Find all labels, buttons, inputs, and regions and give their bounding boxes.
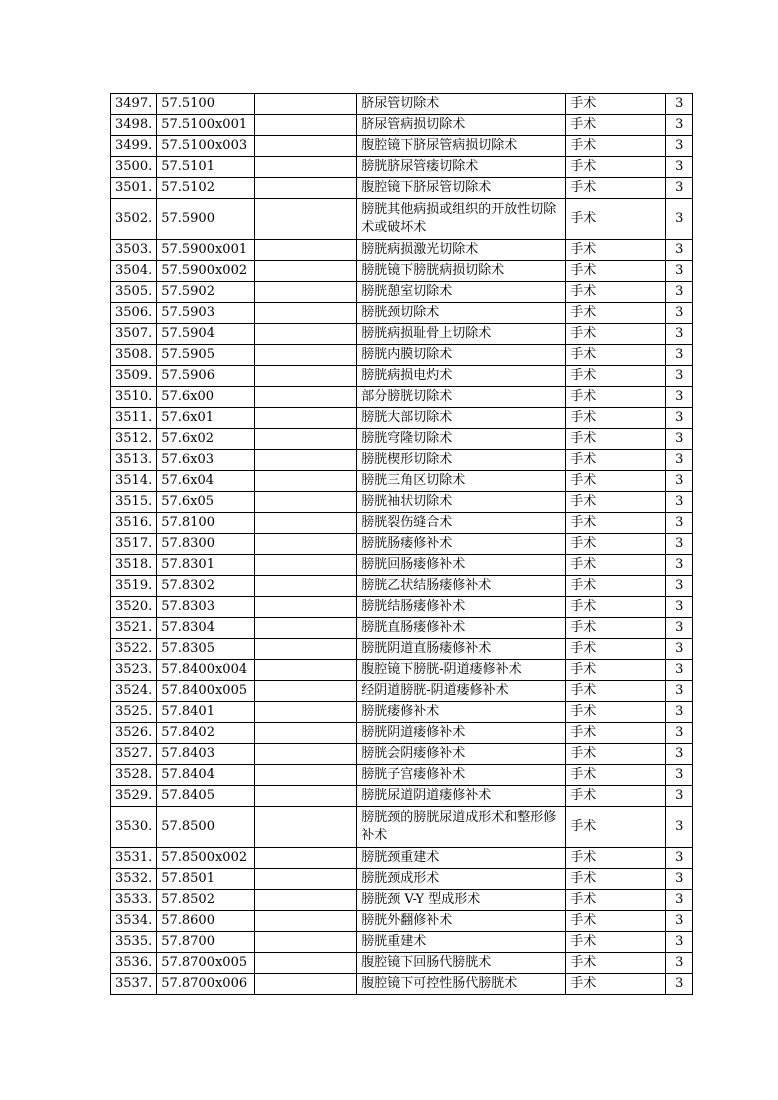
- extra-code: [255, 911, 357, 932]
- row-number: 3522.: [111, 639, 157, 660]
- procedure-name: 膀胱病损耻骨上切除术: [357, 324, 566, 345]
- row-number: 3508.: [111, 345, 157, 366]
- row-number: 3519.: [111, 576, 157, 597]
- procedure-type: 手术: [566, 240, 666, 261]
- procedure-name: 膀胱憩室切除术: [357, 282, 566, 303]
- procedure-type: 手术: [566, 199, 666, 240]
- procedure-type: 手术: [566, 534, 666, 555]
- extra-code: [255, 303, 357, 324]
- procedure-level: 3: [666, 869, 693, 890]
- procedure-code: 57.5102: [157, 178, 255, 199]
- row-number: 3504.: [111, 261, 157, 282]
- row-number: 3531.: [111, 848, 157, 869]
- procedure-table: [110, 93, 693, 995]
- row-number: 3518.: [111, 555, 157, 576]
- procedure-code: 57.5101: [157, 157, 255, 178]
- procedure-type: 手术: [566, 555, 666, 576]
- procedure-level: 3: [666, 597, 693, 618]
- procedure-level: 3: [666, 890, 693, 911]
- procedure-level: 3: [666, 702, 693, 723]
- procedure-level: 3: [666, 765, 693, 786]
- table-row: [111, 848, 693, 869]
- table-row: [111, 534, 693, 555]
- extra-code: [255, 136, 357, 157]
- row-number: 3533.: [111, 890, 157, 911]
- table-row: [111, 240, 693, 261]
- procedure-level: 3: [666, 157, 693, 178]
- table-row: [111, 911, 693, 932]
- procedure-code: 57.8301: [157, 555, 255, 576]
- table-row: [111, 869, 693, 890]
- row-number: 3507.: [111, 324, 157, 345]
- extra-code: [255, 848, 357, 869]
- extra-code: [255, 597, 357, 618]
- row-number: 3527.: [111, 744, 157, 765]
- procedure-name: 脐尿管切除术: [357, 94, 566, 115]
- extra-code: [255, 345, 357, 366]
- row-number: 3516.: [111, 513, 157, 534]
- procedure-type: 手术: [566, 261, 666, 282]
- procedure-code: 57.8502: [157, 890, 255, 911]
- procedure-level: 3: [666, 387, 693, 408]
- procedure-name: 膀胱大部切除术: [357, 408, 566, 429]
- row-number: 3534.: [111, 911, 157, 932]
- procedure-code: 57.6x03: [157, 450, 255, 471]
- procedure-level: 3: [666, 324, 693, 345]
- procedure-type: 手术: [566, 576, 666, 597]
- table-row: [111, 681, 693, 702]
- procedure-level: 3: [666, 282, 693, 303]
- procedure-type: 手术: [566, 869, 666, 890]
- row-number: 3529.: [111, 786, 157, 807]
- extra-code: [255, 387, 357, 408]
- table-row: [111, 723, 693, 744]
- extra-code: [255, 953, 357, 974]
- procedure-name: 膀胱其他病损或组织的开放性切除术或破坏术: [357, 199, 566, 240]
- row-number: 3510.: [111, 387, 157, 408]
- procedure-level: 3: [666, 534, 693, 555]
- procedure-type: 手术: [566, 513, 666, 534]
- extra-code: [255, 324, 357, 345]
- procedure-name: 膀胱病损激光切除术: [357, 240, 566, 261]
- procedure-code: 57.8700x006: [157, 974, 255, 995]
- procedure-code: 57.5900x001: [157, 240, 255, 261]
- row-number: 3503.: [111, 240, 157, 261]
- row-number: 3535.: [111, 932, 157, 953]
- procedure-type: 手术: [566, 178, 666, 199]
- extra-code: [255, 492, 357, 513]
- table-row: [111, 157, 693, 178]
- row-number: 3536.: [111, 953, 157, 974]
- table-row: [111, 807, 693, 848]
- procedure-type: 手术: [566, 848, 666, 869]
- extra-code: [255, 765, 357, 786]
- procedure-code: 57.5902: [157, 282, 255, 303]
- procedure-level: 3: [666, 807, 693, 848]
- extra-code: [255, 618, 357, 639]
- procedure-type: 手术: [566, 765, 666, 786]
- procedure-type: 手术: [566, 303, 666, 324]
- table-row: [111, 261, 693, 282]
- procedure-name: 腹腔镜下膀胱-阴道瘘修补术: [357, 660, 566, 681]
- row-number: 3523.: [111, 660, 157, 681]
- extra-code: [255, 681, 357, 702]
- table-row: [111, 282, 693, 303]
- extra-code: [255, 639, 357, 660]
- procedure-code: 57.8500x002: [157, 848, 255, 869]
- row-number: 3498.: [111, 115, 157, 136]
- procedure-level: 3: [666, 199, 693, 240]
- procedure-code: 57.8305: [157, 639, 255, 660]
- procedure-code: 57.8403: [157, 744, 255, 765]
- row-number: 3506.: [111, 303, 157, 324]
- extra-code: [255, 94, 357, 115]
- table-row: [111, 890, 693, 911]
- procedure-level: 3: [666, 261, 693, 282]
- extra-code: [255, 513, 357, 534]
- procedure-type: 手术: [566, 387, 666, 408]
- procedure-type: 手术: [566, 723, 666, 744]
- procedure-type: 手术: [566, 408, 666, 429]
- extra-code: [255, 366, 357, 387]
- procedure-level: 3: [666, 848, 693, 869]
- procedure-code: 57.5906: [157, 366, 255, 387]
- procedure-level: 3: [666, 471, 693, 492]
- procedure-level: 3: [666, 94, 693, 115]
- procedure-level: 3: [666, 786, 693, 807]
- table-row: [111, 974, 693, 995]
- extra-code: [255, 408, 357, 429]
- table-row: [111, 199, 693, 240]
- table-row: [111, 639, 693, 660]
- procedure-name: 膀胱楔形切除术: [357, 450, 566, 471]
- procedure-type: 手术: [566, 911, 666, 932]
- procedure-type: 手术: [566, 136, 666, 157]
- procedure-type: 手术: [566, 94, 666, 115]
- procedure-name: 膀胱颈重建术: [357, 848, 566, 869]
- procedure-level: 3: [666, 136, 693, 157]
- row-number: 3512.: [111, 429, 157, 450]
- procedure-level: 3: [666, 974, 693, 995]
- table-row: [111, 660, 693, 681]
- procedure-code: 57.8501: [157, 869, 255, 890]
- procedure-level: 3: [666, 932, 693, 953]
- procedure-name: 腹腔镜下可控性肠代膀胱术: [357, 974, 566, 995]
- procedure-name: 膀胱内膜切除术: [357, 345, 566, 366]
- procedure-code: 57.8400x004: [157, 660, 255, 681]
- procedure-name: 脐尿管病损切除术: [357, 115, 566, 136]
- procedure-code: 57.8700x005: [157, 953, 255, 974]
- extra-code: [255, 744, 357, 765]
- extra-code: [255, 157, 357, 178]
- table-row: [111, 136, 693, 157]
- procedure-type: 手术: [566, 639, 666, 660]
- row-number: 3505.: [111, 282, 157, 303]
- extra-code: [255, 115, 357, 136]
- procedure-code: 57.8100: [157, 513, 255, 534]
- procedure-level: 3: [666, 178, 693, 199]
- row-number: 3532.: [111, 869, 157, 890]
- procedure-level: 3: [666, 555, 693, 576]
- procedure-name: 膀胱子宫瘘修补术: [357, 765, 566, 786]
- procedure-level: 3: [666, 618, 693, 639]
- procedure-level: 3: [666, 408, 693, 429]
- procedure-type: 手术: [566, 953, 666, 974]
- procedure-type: 手术: [566, 618, 666, 639]
- procedure-name: 膀胱颈切除术: [357, 303, 566, 324]
- procedure-type: 手术: [566, 744, 666, 765]
- procedure-code: 57.5904: [157, 324, 255, 345]
- procedure-name: 部分膀胱切除术: [357, 387, 566, 408]
- procedure-level: 3: [666, 660, 693, 681]
- row-number: 3528.: [111, 765, 157, 786]
- row-number: 3517.: [111, 534, 157, 555]
- row-number: 3511.: [111, 408, 157, 429]
- procedure-name: 膀胱瘘修补术: [357, 702, 566, 723]
- procedure-type: 手术: [566, 807, 666, 848]
- procedure-name: 膀胱颈成形术: [357, 869, 566, 890]
- procedure-code: 57.6x02: [157, 429, 255, 450]
- procedure-type: 手术: [566, 366, 666, 387]
- procedure-type: 手术: [566, 345, 666, 366]
- procedure-code: 57.8300: [157, 534, 255, 555]
- procedure-level: 3: [666, 744, 693, 765]
- table-row: [111, 786, 693, 807]
- procedure-name: 经阴道膀胱-阴道瘘修补术: [357, 681, 566, 702]
- row-number: 3521.: [111, 618, 157, 639]
- extra-code: [255, 282, 357, 303]
- extra-code: [255, 555, 357, 576]
- procedure-level: 3: [666, 303, 693, 324]
- procedure-type: 手术: [566, 681, 666, 702]
- procedure-name: 膀胱镜下膀胱病损切除术: [357, 261, 566, 282]
- procedure-name: 膀胱阴道瘘修补术: [357, 723, 566, 744]
- procedure-name: 膀胱乙状结肠瘘修补术: [357, 576, 566, 597]
- procedure-code: 57.5900x002: [157, 261, 255, 282]
- procedure-code: 57.6x04: [157, 471, 255, 492]
- procedure-type: 手术: [566, 932, 666, 953]
- procedure-name: 膀胱结肠瘘修补术: [357, 597, 566, 618]
- table-row: [111, 324, 693, 345]
- table-row: [111, 492, 693, 513]
- table-row: [111, 450, 693, 471]
- procedure-type: 手术: [566, 429, 666, 450]
- extra-code: [255, 660, 357, 681]
- table-row: [111, 618, 693, 639]
- row-number: 3520.: [111, 597, 157, 618]
- procedure-level: 3: [666, 681, 693, 702]
- procedure-code: 57.8304: [157, 618, 255, 639]
- row-number: 3530.: [111, 807, 157, 848]
- procedure-code: 57.8401: [157, 702, 255, 723]
- row-number: 3537.: [111, 974, 157, 995]
- table-row: [111, 115, 693, 136]
- procedure-level: 3: [666, 723, 693, 744]
- table-row: [111, 953, 693, 974]
- row-number: 3509.: [111, 366, 157, 387]
- table-row: [111, 513, 693, 534]
- procedure-level: 3: [666, 953, 693, 974]
- table-row: [111, 178, 693, 199]
- extra-code: [255, 807, 357, 848]
- procedure-name: 膀胱颈的膀胱尿道成形术和整形修补术: [357, 807, 566, 848]
- extra-code: [255, 450, 357, 471]
- procedure-name: 膀胱裂伤缝合术: [357, 513, 566, 534]
- procedure-name: 腹腔镜下脐尿管病损切除术: [357, 136, 566, 157]
- procedure-name: 膀胱会阴瘘修补术: [357, 744, 566, 765]
- extra-code: [255, 702, 357, 723]
- procedure-level: 3: [666, 115, 693, 136]
- table-row: [111, 366, 693, 387]
- table-row: [111, 702, 693, 723]
- procedure-name: 膀胱阴道直肠瘘修补术: [357, 639, 566, 660]
- extra-code: [255, 429, 357, 450]
- procedure-level: 3: [666, 429, 693, 450]
- procedure-name: 腹腔镜下回肠代膀胱术: [357, 953, 566, 974]
- procedure-code: 57.6x05: [157, 492, 255, 513]
- procedure-level: 3: [666, 345, 693, 366]
- procedure-type: 手术: [566, 702, 666, 723]
- procedure-level: 3: [666, 911, 693, 932]
- extra-code: [255, 471, 357, 492]
- extra-code: [255, 534, 357, 555]
- table-row: [111, 597, 693, 618]
- procedure-level: 3: [666, 639, 693, 660]
- extra-code: [255, 240, 357, 261]
- row-number: 3524.: [111, 681, 157, 702]
- procedure-code: 57.8402: [157, 723, 255, 744]
- procedure-code: 57.5905: [157, 345, 255, 366]
- procedure-name: 膀胱三角区切除术: [357, 471, 566, 492]
- procedure-name: 腹腔镜下脐尿管切除术: [357, 178, 566, 199]
- table-row: [111, 555, 693, 576]
- row-number: 3499.: [111, 136, 157, 157]
- procedure-type: 手术: [566, 890, 666, 911]
- procedure-type: 手术: [566, 471, 666, 492]
- row-number: 3500.: [111, 157, 157, 178]
- procedure-type: 手术: [566, 974, 666, 995]
- procedure-name: 膀胱尿道阴道瘘修补术: [357, 786, 566, 807]
- procedure-type: 手术: [566, 282, 666, 303]
- procedure-code: 57.8404: [157, 765, 255, 786]
- procedure-level: 3: [666, 513, 693, 534]
- table-row: [111, 471, 693, 492]
- procedure-code: 57.5100x003: [157, 136, 255, 157]
- procedure-level: 3: [666, 450, 693, 471]
- procedure-type: 手术: [566, 115, 666, 136]
- table-row: [111, 932, 693, 953]
- table-row: [111, 387, 693, 408]
- extra-code: [255, 786, 357, 807]
- procedure-name: 膀胱肠瘘修补术: [357, 534, 566, 555]
- procedure-code: 57.8405: [157, 786, 255, 807]
- procedure-type: 手术: [566, 492, 666, 513]
- table-row: [111, 408, 693, 429]
- procedure-type: 手术: [566, 597, 666, 618]
- procedure-type: 手术: [566, 324, 666, 345]
- row-number: 3525.: [111, 702, 157, 723]
- procedure-name: 膀胱重建术: [357, 932, 566, 953]
- procedure-code: 57.6x00: [157, 387, 255, 408]
- row-number: 3513.: [111, 450, 157, 471]
- table-row: [111, 303, 693, 324]
- table-row: [111, 765, 693, 786]
- procedure-code: 57.5903: [157, 303, 255, 324]
- row-number: 3514.: [111, 471, 157, 492]
- table-row: [111, 429, 693, 450]
- procedure-code: 57.5100x001: [157, 115, 255, 136]
- procedure-name: 膀胱穹隆切除术: [357, 429, 566, 450]
- procedure-type: 手术: [566, 157, 666, 178]
- procedure-name: 膀胱袖状切除术: [357, 492, 566, 513]
- table-row: [111, 576, 693, 597]
- extra-code: [255, 869, 357, 890]
- extra-code: [255, 178, 357, 199]
- procedure-name: 膀胱脐尿管瘘切除术: [357, 157, 566, 178]
- row-number: 3497.: [111, 94, 157, 115]
- row-number: 3515.: [111, 492, 157, 513]
- row-number: 3526.: [111, 723, 157, 744]
- procedure-code: 57.5900: [157, 199, 255, 240]
- procedure-table-body: [111, 94, 693, 995]
- procedure-name: 膀胱颈 V-Y 型成形术: [357, 890, 566, 911]
- procedure-code: 57.8303: [157, 597, 255, 618]
- table-row: [111, 345, 693, 366]
- procedure-code: 57.8302: [157, 576, 255, 597]
- row-number: 3501.: [111, 178, 157, 199]
- procedure-code: 57.8600: [157, 911, 255, 932]
- procedure-name: 膀胱回肠瘘修补术: [357, 555, 566, 576]
- procedure-level: 3: [666, 492, 693, 513]
- procedure-name: 膀胱直肠瘘修补术: [357, 618, 566, 639]
- procedure-code: 57.6x01: [157, 408, 255, 429]
- procedure-name: 膀胱病损电灼术: [357, 366, 566, 387]
- extra-code: [255, 932, 357, 953]
- extra-code: [255, 261, 357, 282]
- extra-code: [255, 723, 357, 744]
- row-number: 3502.: [111, 199, 157, 240]
- procedure-code: 57.8400x005: [157, 681, 255, 702]
- extra-code: [255, 576, 357, 597]
- procedure-type: 手术: [566, 660, 666, 681]
- procedure-type: 手术: [566, 450, 666, 471]
- procedure-code: 57.5100: [157, 94, 255, 115]
- procedure-type: 手术: [566, 786, 666, 807]
- procedure-level: 3: [666, 240, 693, 261]
- extra-code: [255, 974, 357, 995]
- table-row: [111, 94, 693, 115]
- procedure-code: 57.8700: [157, 932, 255, 953]
- procedure-level: 3: [666, 366, 693, 387]
- extra-code: [255, 890, 357, 911]
- procedure-level: 3: [666, 576, 693, 597]
- procedure-name: 膀胱外翻修补术: [357, 911, 566, 932]
- table-row: [111, 744, 693, 765]
- procedure-code: 57.8500: [157, 807, 255, 848]
- extra-code: [255, 199, 357, 240]
